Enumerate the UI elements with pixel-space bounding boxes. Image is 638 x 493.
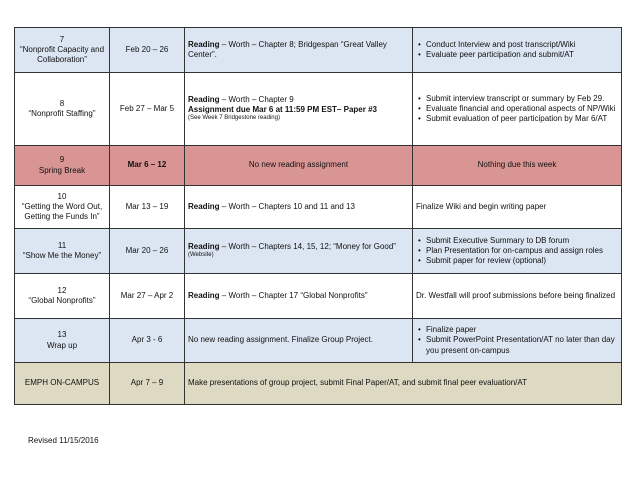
- week-cell: [15, 186, 110, 229]
- dates-cell: Mar 20 – 26: [110, 229, 185, 274]
- due-cell: Nothing due this week: [413, 146, 622, 186]
- due-item: • Plan Presentation for on-campus and assign roles: [426, 246, 618, 256]
- revised-date: Revised 11/15/2016: [28, 436, 99, 445]
- on-campus-description: Make presentations of group project, submit Final Paper/AT, and submit final peer evaluation/AT: [185, 363, 622, 405]
- week-title: Wrap up: [46, 340, 78, 350]
- due-item: • Finalize paper: [426, 325, 618, 335]
- week-number: 12: [57, 285, 67, 295]
- week-number: 9: [59, 155, 65, 165]
- reading-text: – Worth – Chapters 10 and 11 and 13: [219, 201, 355, 211]
- week-cell: [15, 28, 110, 73]
- reading-note: (See Week 7 Bridgestone reading): [188, 115, 280, 122]
- week-cell: [15, 274, 110, 319]
- reading-label: Reading: [188, 39, 220, 49]
- due-cell: Finalize Wiki and begin writing paper: [413, 186, 622, 229]
- due-item: • Submit Executive Summary to DB forum: [426, 236, 618, 246]
- dates-cell: Feb 20 – 26: [110, 28, 185, 73]
- dates-cell: Apr 3 - 6: [110, 319, 185, 363]
- schedule-row-week-7: [15, 28, 622, 73]
- week-cell: [15, 73, 110, 146]
- reading-label: Reading: [188, 290, 220, 300]
- due-item: • Evaluate financial and operational aspects of NP/Wiki: [426, 104, 618, 114]
- week-title: EMPH ON-CAMPUS: [24, 378, 100, 388]
- week-number: 8: [59, 98, 65, 108]
- week-title: Spring Break: [38, 165, 86, 175]
- dates-cell: Mar 6 – 12: [110, 146, 185, 186]
- reading-cell: [185, 186, 413, 229]
- due-cell: [413, 28, 622, 73]
- week-cell: [15, 319, 110, 363]
- week-cell: [15, 146, 110, 186]
- reading-cell: [185, 28, 413, 73]
- reading-label: Reading: [188, 94, 220, 104]
- week-cell: [15, 229, 110, 274]
- schedule-row-on-campus: [15, 363, 622, 405]
- week-number: 11: [57, 240, 67, 250]
- reading-cell: [185, 274, 413, 319]
- dates-cell: Mar 27 – Apr 2: [110, 274, 185, 319]
- schedule-row-week-11: [15, 229, 622, 274]
- due-cell: [413, 229, 622, 274]
- reading-cell: [185, 73, 413, 146]
- reading-cell: No new reading assignment. Finalize Group Project.: [185, 319, 413, 363]
- due-cell: [413, 319, 622, 363]
- reading-label: Reading: [188, 241, 220, 251]
- week-title: “Nonprofit Staffing”: [28, 109, 96, 118]
- schedule-row-week-9: [15, 146, 622, 186]
- reading-text: – Worth – Chapter 8; Bridgespan “Great Valley Center”.: [188, 39, 387, 59]
- reading-note: (Website): [188, 252, 214, 259]
- due-item: • Submit PowerPoint Presentation/AT no later than day you present on-campus: [426, 335, 618, 355]
- week-title: “Getting the Word Out, Getting the Funds In”: [21, 201, 103, 222]
- reading-text: – Worth – Chapter 9: [219, 94, 294, 104]
- reading-cell: [185, 229, 413, 274]
- schedule-row-week-8: [15, 73, 622, 146]
- due-cell: [413, 73, 622, 146]
- dates-cell: Feb 27 – Mar 5: [110, 73, 185, 146]
- reading-label: Reading: [188, 201, 220, 211]
- dates-cell: Mar 13 – 19: [110, 186, 185, 229]
- dates-cell: Apr 7 – 9: [110, 363, 185, 405]
- week-title: “Nonprofit Capacity and Collaboration”: [19, 44, 105, 65]
- reading-text: – Worth – Chapter 17 “Global Nonprofits”: [219, 290, 368, 300]
- due-item: • Submit paper for review (optional): [426, 256, 618, 266]
- week-number: 7: [59, 34, 65, 44]
- due-item: • Conduct Interview and post transcript/Wiki: [426, 40, 618, 50]
- week-number: 10: [57, 191, 67, 201]
- week-title: “Show Me the Money”: [22, 251, 102, 260]
- due-item: • Submit evaluation of peer participation by Mar 6/AT: [426, 114, 618, 124]
- due-item: • Submit interview transcript or summary by Feb 29.: [426, 94, 618, 104]
- schedule-row-week-13: [15, 319, 622, 363]
- reading-text: – Worth – Chapters 14, 15, 12; “Money for Good”: [219, 241, 396, 251]
- schedule-table: [14, 27, 622, 405]
- week-cell: [15, 363, 110, 405]
- week-title: “Global Nonprofits”: [28, 296, 96, 305]
- reading-cell: No new reading assignment: [185, 146, 413, 186]
- assignment-due-text: Assignment due Mar 6 at 11:59 PM EST– Paper #3: [188, 105, 377, 115]
- schedule-row-week-10: [15, 186, 622, 229]
- due-cell: Dr. Westfall will proof submissions before being finalized: [413, 274, 622, 319]
- week-number: 13: [57, 330, 67, 340]
- schedule-row-week-12: [15, 274, 622, 319]
- due-item: • Evaluate peer participation and submit/AT: [426, 50, 618, 60]
